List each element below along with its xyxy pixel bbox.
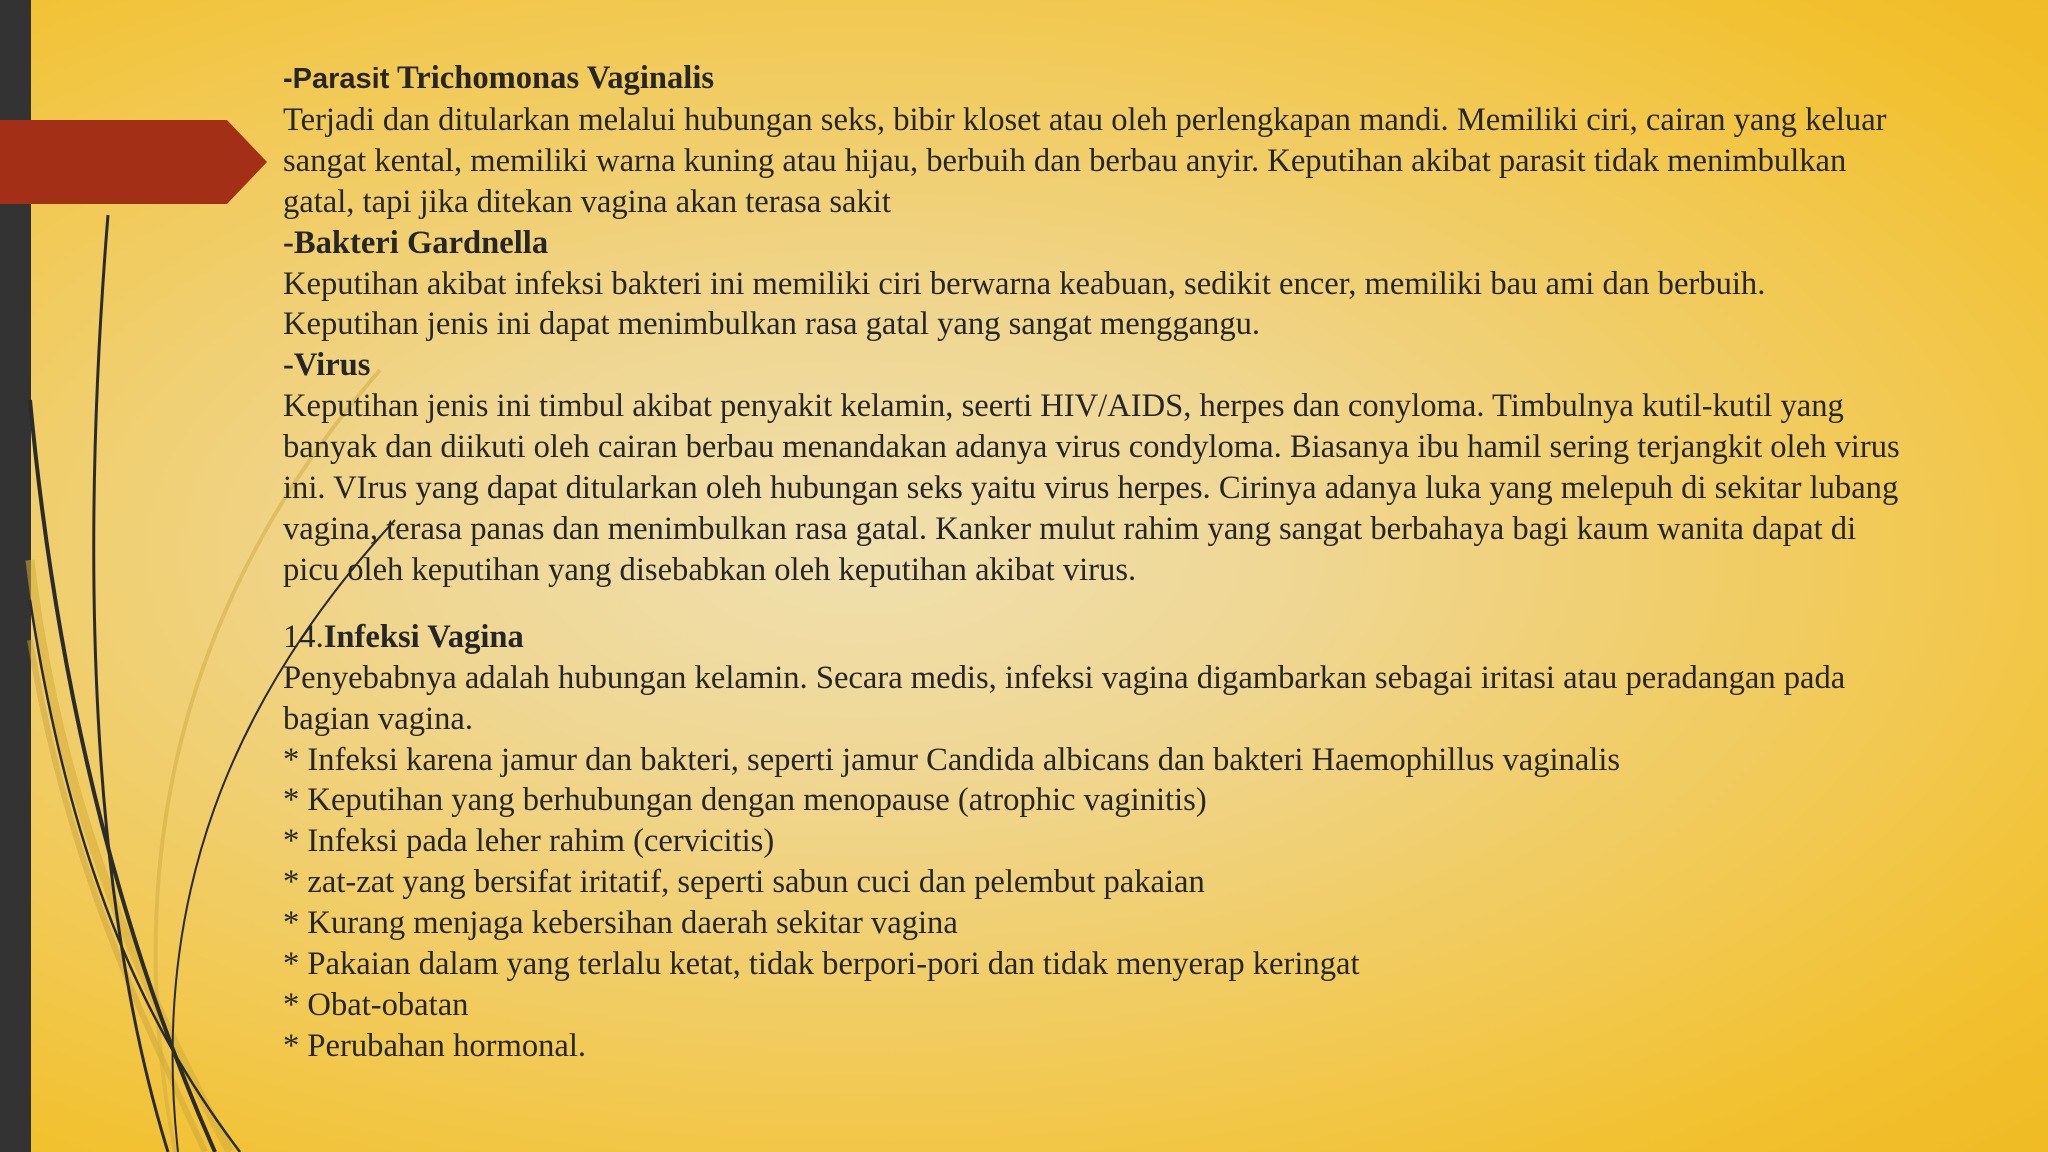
paragraph-line: Keputihan jenis ini dapat menimbulkan rasa gatal yang sangat menggangu. [283, 306, 1261, 343]
heading-parasit: -Parasit Trichomonas Vaginalis [283, 60, 715, 96]
bullet-item: * Keputihan yang berhubungan dengan menopause (atrophic vaginitis) [283, 782, 1207, 819]
spacer [283, 591, 2003, 617]
curve-dark-1 [94, 215, 168, 1152]
paragraph-line: Keputihan akibat infeksi bakteri ini memiliki ciri berwarna keabuan, sedikit encer, memiliki bau ami dan berbuih. [283, 265, 1766, 302]
bullet-item: * Infeksi karena jamur dan bakteri, seperti jamur Candida albicans dan bakteri Haemophillus vaginalis [283, 741, 1621, 778]
heading-bakteri: -Bakteri Gardnella [283, 224, 549, 261]
paragraph-line: ini. VIrus yang dapat ditularkan oleh hubungan seks yaitu virus herpes. Cirinya adanya luka yang melepuh di sekitar lubang [283, 470, 1899, 507]
paragraph-line: bagian vagina. [283, 700, 473, 737]
paragraph-line: Keputihan jenis ini timbul akibat penyakit kelamin, seerti HIV/AIDS, herpes dan conyloma. Timbulnya kutil-kutil yang [283, 388, 1844, 425]
curve-light-2 [30, 640, 205, 1152]
paragraph-line: banyak dan diikuti oleh cairan berbau menandakan adanya virus condyloma. Biasanya ibu hamil sering terjangkit oleh virus [283, 429, 1900, 466]
paragraph-line: vagina, terasa panas dan menimbulkan rasa gatal. Kanker mulut rahim yang sangat berbahaya bagi kaum wanita dapat di [283, 510, 1857, 547]
bullet-item: * Obat-obatan [283, 986, 469, 1023]
red-arrow-shape [0, 120, 267, 204]
curve-light-1 [30, 560, 230, 1152]
bullet-item: * Perubahan hormonal. [283, 1027, 587, 1064]
paragraph-line: sangat kental, memiliki warna kuning atau hijau, berbuih dan berbau anyir. Keputihan akibat parasit tidak menimbulkan [283, 142, 1847, 179]
paragraph-line: Penyebabnya adalah hubungan kelamin. Secara medis, infeksi vagina digambarkan sebagai iritasi atau peradangan pada [283, 659, 1846, 696]
heading-number: 14. [283, 618, 324, 655]
paragraph-line: Terjadi dan ditularkan melalui hubungan seks, bibir kloset atau oleh perlengkapan mandi. Memiliki ciri, cairan yang keluar [283, 101, 1887, 138]
bullet-item: * Infeksi pada leher rahim (cervicitis) [283, 823, 775, 860]
paragraph-line: gatal, tapi jika ditekan vagina akan terasa sakit [283, 183, 891, 220]
curve-dark-3 [30, 600, 240, 1152]
bullet-item: * zat-zat yang bersifat iritatif, seperti sabun cuci dan pelembut pakaian [283, 864, 1205, 901]
heading-title: Infeksi Vagina [323, 618, 524, 655]
curve-dark-2 [30, 400, 215, 1152]
heading-virus: -Virus [283, 347, 371, 384]
slide-content [283, 58, 2003, 1067]
bullet-item: * Kurang menjaga kebersihan daerah sekitar vagina [283, 905, 958, 942]
heading-infeksi-vagina [283, 617, 2003, 658]
bullet-item: * Pakaian dalam yang terlalu ketat, tidak berpori-pori dan tidak menyerap keringat [283, 946, 1360, 983]
paragraph-line: picu oleh keputihan yang disebabkan oleh keputihan akibat virus. [283, 551, 1137, 588]
